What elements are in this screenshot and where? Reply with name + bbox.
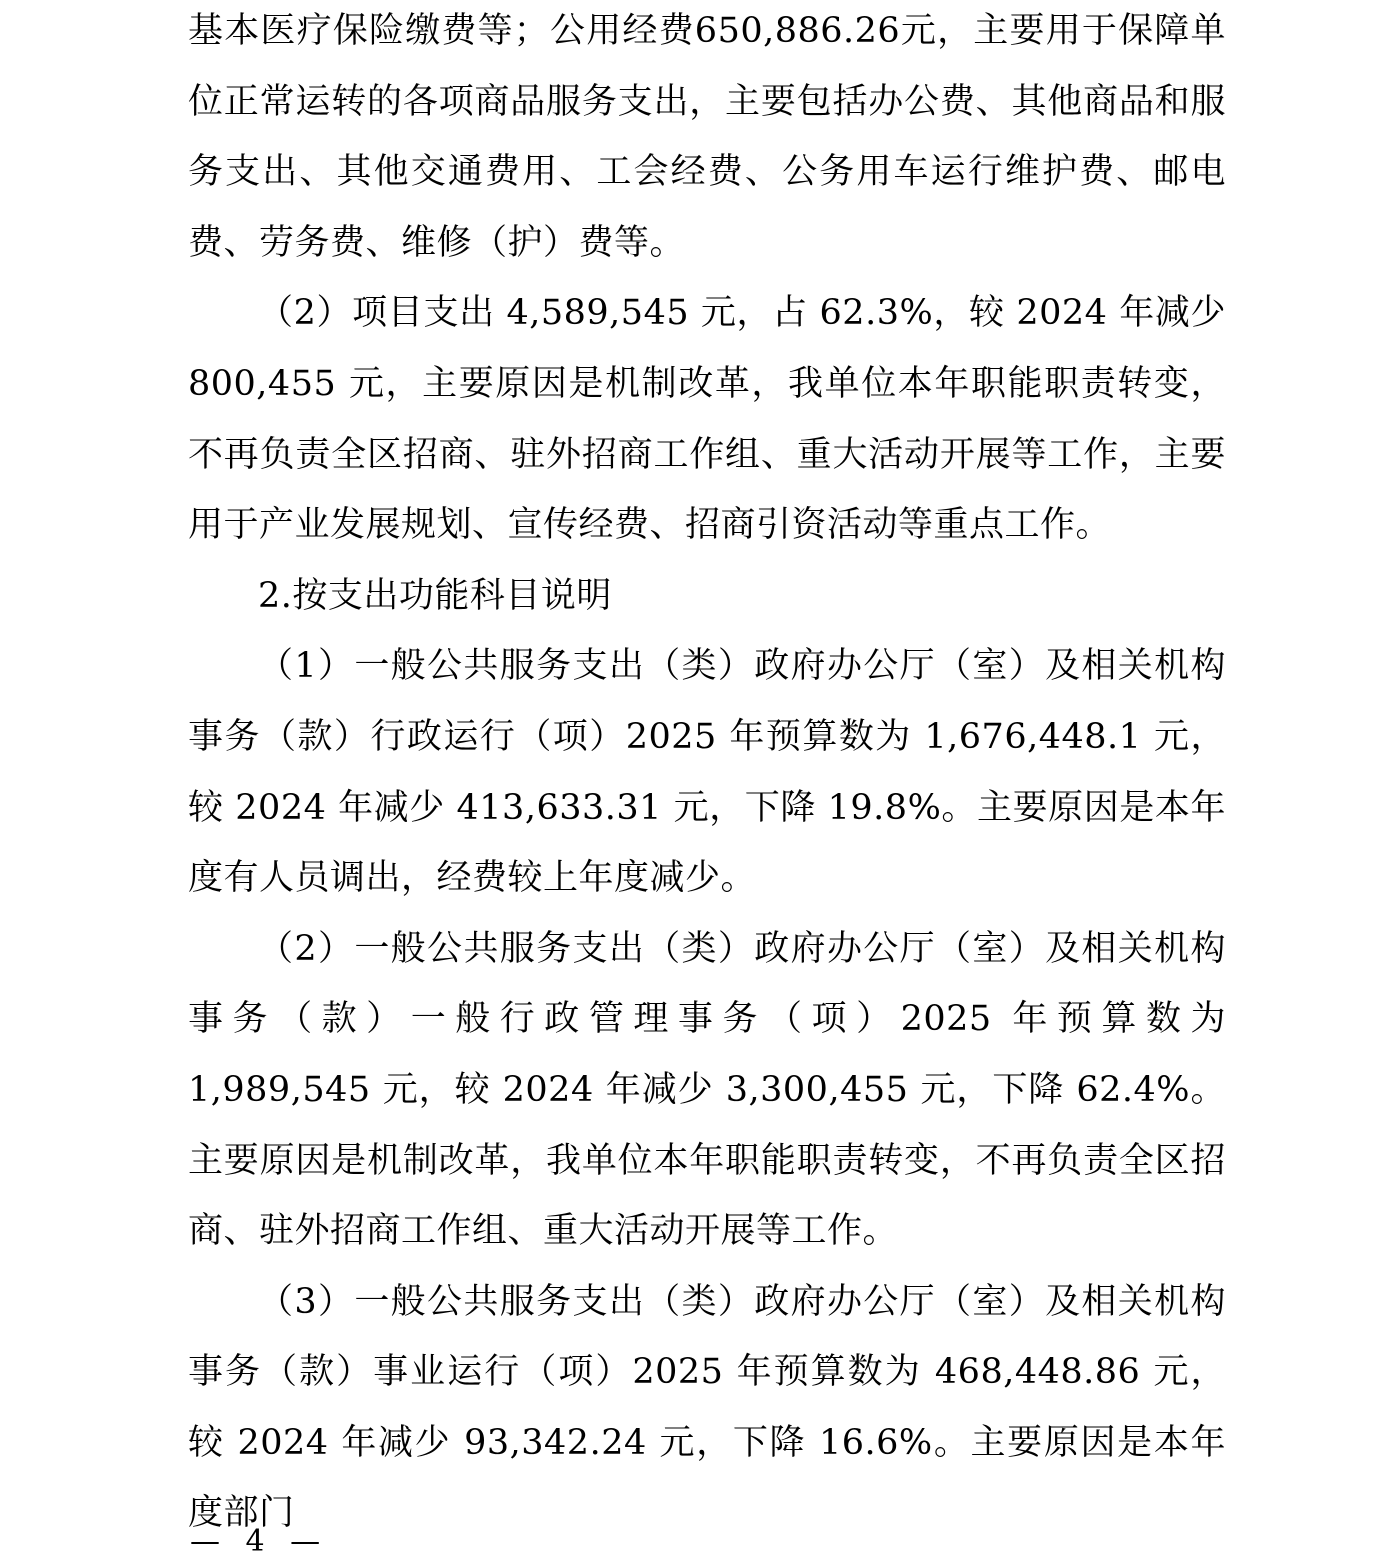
page-number: — 4 — bbox=[190, 1524, 329, 1559]
section-heading-function-subjects: 2.按支出功能科目说明 bbox=[258, 575, 612, 616]
paragraph-administrative-operation: （1）一般公共服务支出（类）政府办公厅（室）及相关机构事务（款）行政运行（项）2025 年预算数为 1,676,448.1 元，较 2024 年减少 413,633.31 元，下降 19.8%。主要原因是本年度有人员调出，经费较上年度减少。 bbox=[188, 646, 1226, 899]
paragraph-institution-operation: （3）一般公共服务支出（类）政府办公厅（室）及相关机构事务（款）事业运行（项）2025 年预算数为 468,448.86 元，较 2024 年减少 93,342.24 元，下降 16.6%。主要原因是本年度部门 bbox=[188, 1281, 1226, 1534]
paragraph-public-funds-continuation: 基本医疗保险缴费等；公用经费650,886.26元，主要用于保障单位正常运转的各项商品服务支出，主要包括办公费、其他商品和服务支出、其他交通费用、工会经费、公务用车运行维护费、邮电费、劳务费、维修（护）费等。 bbox=[188, 11, 1226, 263]
paragraph-general-administrative-affairs: （2）一般公共服务支出（类）政府办公厅（室）及相关机构事务（款）一般行政管理事务（项）2025 年预算数为 1,989,545 元，较 2024 年减少 3,300,455 元，下降 62.4%。主要原因是机制改革，我单位本年职能职责转变，不再负责全区招商、驻外招商工作组、重大活动开展等工作。 bbox=[188, 928, 1226, 1252]
paragraph-project-expenditure: （2）项目支出 4,589,545 元，占 62.3%，较 2024 年减少 800,455 元，主要原因是机制改革，我单位本年职能职责转变，不再负责全区招商、驻外招商工作组、重大活动开展等工作，主要用于产业发展规划、宣传经费、招商引资活动等重点工作。 bbox=[188, 293, 1226, 546]
body-text bbox=[188, 0, 1226, 1549]
